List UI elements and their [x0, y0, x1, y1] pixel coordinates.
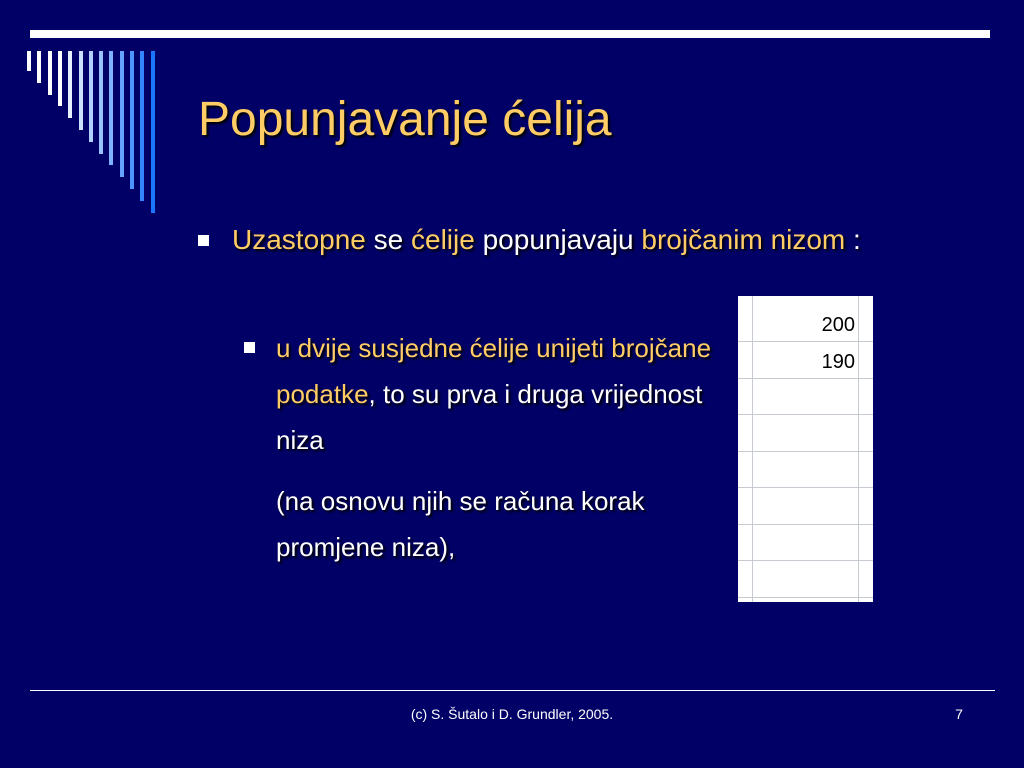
stripe: [27, 51, 31, 71]
bullet1-part: popunjavaju: [474, 224, 642, 255]
stripe: [130, 51, 134, 189]
spreadsheet-row: [738, 306, 873, 342]
bullet1-part: se: [365, 224, 412, 255]
square-bullet-icon: [198, 235, 209, 246]
bullet-level-1-text: [232, 218, 898, 262]
footer-copyright: (c) S. Šutalo i D. Grundler, 2005.: [410, 706, 614, 722]
bullet2-part: u dvije susjedne ćelije unijeti brojčane podatke: [276, 333, 712, 409]
stripe: [151, 51, 155, 213]
spreadsheet-row: [738, 525, 873, 561]
spreadsheet-cell-value: 200: [821, 314, 855, 336]
explanation-paragraph: (na osnovu njih se računa korak promjene niza),: [276, 486, 645, 562]
spreadsheet-row: [738, 452, 873, 488]
bullet1-part: ćelije: [411, 224, 475, 255]
square-bullet-icon: [244, 342, 255, 353]
slide-title: Popunjavanje ćelija: [198, 93, 612, 146]
bullet2-part: , to su prva i druga vrijednost niza: [276, 379, 703, 455]
spreadsheet-cell-value: 190: [821, 351, 855, 373]
stripe: [48, 51, 52, 95]
stripe: [120, 51, 124, 177]
page-number: 7: [955, 706, 963, 722]
stripe: [37, 51, 41, 83]
stripe: [89, 51, 93, 142]
stripe: [140, 51, 144, 201]
stripe: [109, 51, 113, 165]
bullet1-part: brojčanim nizom: [641, 224, 846, 255]
spreadsheet-image: [738, 296, 873, 602]
top-rule: [30, 30, 990, 38]
stripe: [79, 51, 83, 130]
spreadsheet-row: [738, 489, 873, 525]
spreadsheet-row: [738, 562, 873, 598]
stripe: [99, 51, 103, 154]
stripe: [58, 51, 62, 106]
spreadsheet-row: [738, 343, 873, 379]
stripe: [68, 51, 72, 118]
bullet1-part: :: [845, 224, 861, 255]
spreadsheet-row: [738, 379, 873, 415]
bullet-level-2-text: [276, 325, 716, 463]
spreadsheet-row: [738, 416, 873, 452]
bullet1-part: Uzastopne: [232, 224, 366, 255]
bottom-rule: [30, 690, 995, 691]
